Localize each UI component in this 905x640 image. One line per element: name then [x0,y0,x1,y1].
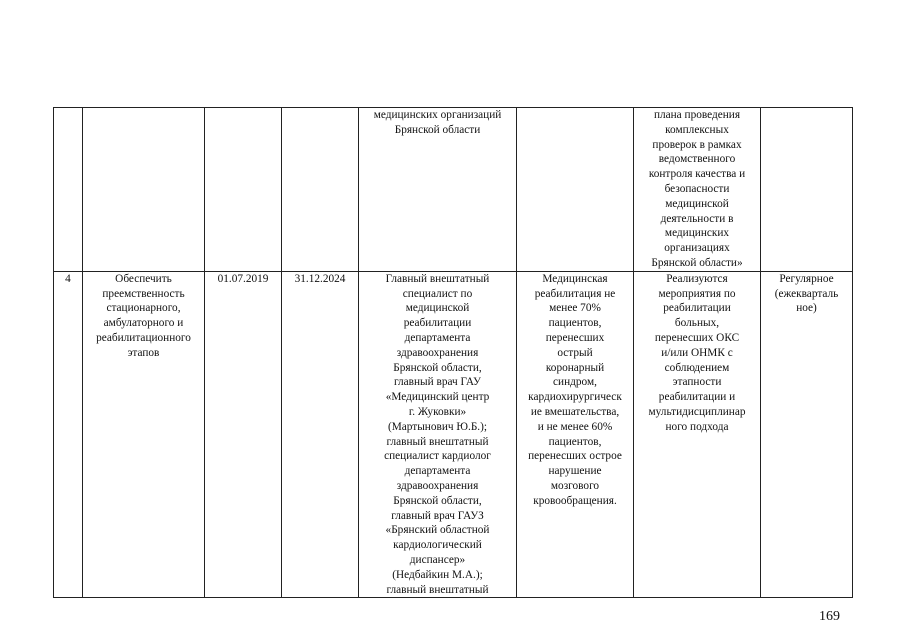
responsible-text: Главный внештатный специалист по медицинской реабилитации департамента здравоохранения Брянской области, главный врач ГАУ «Медицинский центр г. Жуковки» (Мартынович Ю.Б.); главный внештатный специалист кардиолог департамента здравоохранения Брянской области, главный врач ГАУЗ «Брянский областной кардиологический диспансер» (Недбайкин М.А.); главный внештатный [384,272,491,596]
start-date: 01.07.2019 [217,272,269,285]
frequency-cell [761,108,853,272]
table-row [54,108,853,272]
end-date-cell [282,108,359,272]
plan-table [53,107,853,598]
indicator-cell [517,271,634,598]
indicator-cell [517,108,634,272]
result-cell [634,271,761,598]
row-number-cell [54,108,83,272]
frequency-text: Регулярное (ежекварталь ное) [774,272,839,315]
row-number-cell [54,271,83,598]
measure-cell [83,271,205,598]
responsible-cell [359,271,517,598]
start-date-cell [205,108,282,272]
result-cell [634,108,761,272]
end-date: 31.12.2024 [294,272,346,285]
end-date-cell [282,271,359,598]
table-row [54,271,853,598]
row-number: 4 [65,272,71,285]
measure-cell [83,108,205,272]
page-number: 169 [819,609,840,624]
start-date-cell [205,271,282,598]
result-text: плана проведения комплексных проверок в рамках ведомственного контроля качества и безопасности медицинской деятельности в медицинских организациях Брянской области» [648,109,746,269]
responsible-cell [359,108,517,272]
measure-text: Обеспечить преемственность стационарного, амбулаторного и реабилитационного этапов [96,272,191,359]
result-text: Реализуются мероприятия по реабилитации больных, перенесших ОКС и/или ОНМК с соблюдением этапности реабилитации и мультидисциплинар ного подхода [648,272,746,433]
indicator-text: Медицинская реабилитация не менее 70% пациентов, перенесших острый коронарный синдром, кардиохирургическ ие вмешательства, и не менее 60% пациентов, перенесших острое нарушение мозгового кровообращения. [528,272,622,507]
responsible-text: медицинских организаций Брянской области [373,109,502,136]
frequency-cell [761,271,853,598]
